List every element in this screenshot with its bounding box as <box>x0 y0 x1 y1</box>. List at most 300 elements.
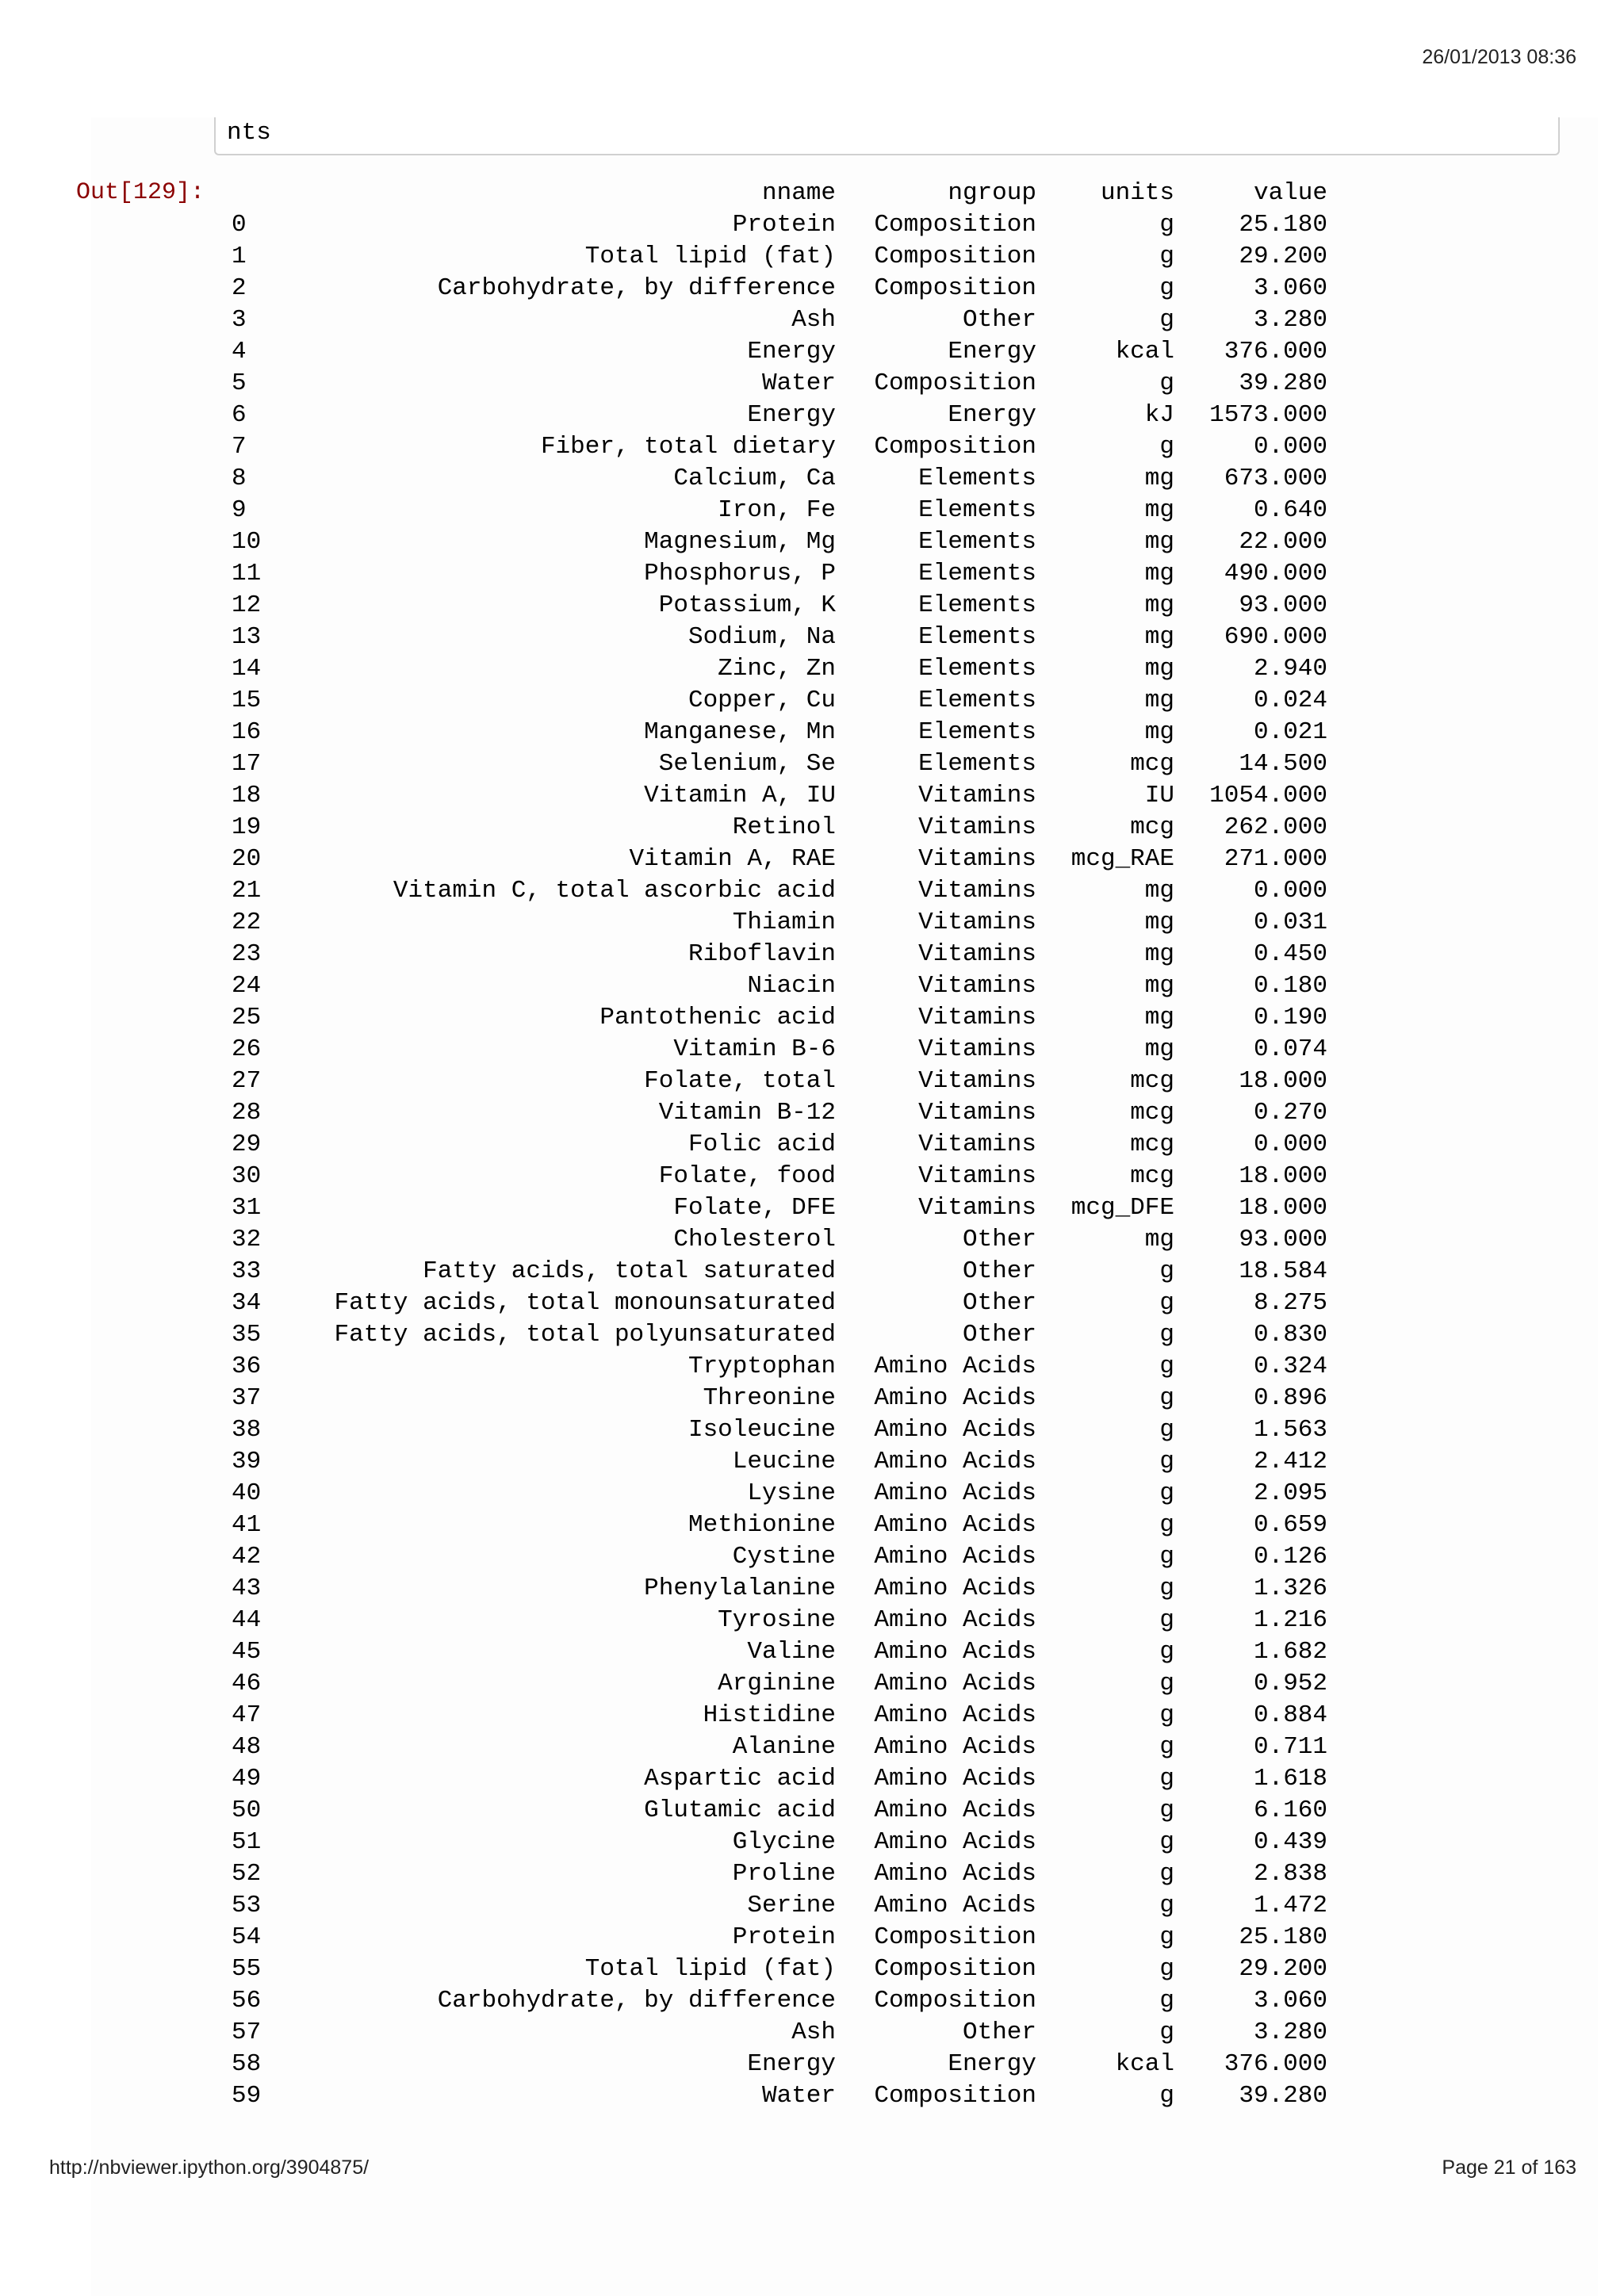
cell-units: mg <box>1144 877 1174 905</box>
cell-ngroup: Amino Acids <box>874 1892 1036 1919</box>
cell-units: g <box>1159 1479 1174 1507</box>
cell-value: 1.216 <box>1253 1606 1327 1634</box>
cell-nname: Iron, Fe <box>718 496 836 524</box>
cell-value: 0.439 <box>1253 1828 1327 1856</box>
cell-ngroup: Amino Acids <box>874 1606 1036 1634</box>
cell-nname: Fiber, total dietary <box>540 433 836 461</box>
table-row <box>214 1288 1340 1319</box>
cell-units: mg <box>1144 972 1174 1000</box>
row-index: 31 <box>232 1194 262 1222</box>
table-row <box>214 653 1340 685</box>
cell-value: 2.095 <box>1253 1479 1327 1507</box>
row-index: 3 <box>232 306 247 334</box>
cell-value: 93.000 <box>1239 1226 1327 1253</box>
cell-nname: Glycine <box>732 1828 836 1856</box>
cell-units: mcg <box>1130 1099 1174 1127</box>
cell-value: 0.031 <box>1253 909 1327 936</box>
table-row <box>214 812 1340 844</box>
cell-value: 690.000 <box>1224 623 1327 651</box>
cell-units: kcal <box>1115 2050 1174 2078</box>
cell-ngroup: Vitamins <box>918 1099 1036 1127</box>
cell-nname: Energy <box>747 2050 836 2078</box>
cell-units: mcg <box>1130 1131 1174 1158</box>
row-index: 4 <box>232 338 247 365</box>
table-row <box>214 748 1340 780</box>
cell-value: 18.000 <box>1239 1162 1327 1190</box>
row-index: 27 <box>232 1067 262 1095</box>
table-row <box>214 1002 1340 1034</box>
cell-units: IU <box>1144 782 1174 809</box>
row-index: 21 <box>232 877 262 905</box>
row-index: 1 <box>232 243 247 270</box>
row-index: 50 <box>232 1797 262 1824</box>
cell-units: mg <box>1144 687 1174 714</box>
cell-value: 3.280 <box>1253 2019 1327 2046</box>
cell-nname: Serine <box>747 1892 836 1919</box>
cell-nname: Retinol <box>732 813 836 841</box>
cell-nname: Histidine <box>703 1701 836 1729</box>
row-index: 47 <box>232 1701 262 1729</box>
table-row <box>214 400 1340 431</box>
table-row <box>214 1097 1340 1129</box>
row-index: 8 <box>232 465 247 492</box>
cell-ngroup: Elements <box>918 687 1036 714</box>
footer-url: http://nbviewer.ipython.org/3904875/ <box>49 2156 370 2179</box>
cell-value: 39.280 <box>1239 2082 1327 2110</box>
cell-nname: Protein <box>732 1923 836 1951</box>
cell-value: 0.180 <box>1253 972 1327 1000</box>
dataframe-output <box>214 178 1340 2112</box>
cell-ngroup: Vitamins <box>918 1194 1036 1222</box>
cell-nname: Pantothenic acid <box>599 1004 836 1031</box>
table-row <box>214 1256 1340 1288</box>
cell-ngroup: Elements <box>918 718 1036 746</box>
cell-value: 29.200 <box>1239 1955 1327 1983</box>
table-row <box>214 304 1340 336</box>
cell-nname: Energy <box>747 338 836 365</box>
cell-nname: Fatty acids, total saturated <box>423 1257 836 1285</box>
table-row <box>214 1668 1340 1700</box>
cell-nname: Vitamin B-6 <box>673 1035 836 1063</box>
cell-value: 1.472 <box>1253 1892 1327 1919</box>
cell-value: 0.021 <box>1253 718 1327 746</box>
cell-value: 262.000 <box>1224 813 1327 841</box>
row-index: 19 <box>232 813 262 841</box>
cell-ngroup: Elements <box>918 655 1036 683</box>
cell-value: 0.830 <box>1253 1321 1327 1349</box>
cell-value: 376.000 <box>1224 338 1327 365</box>
cell-units: g <box>1159 1828 1174 1856</box>
cell-value: 2.838 <box>1253 1860 1327 1888</box>
table-row <box>214 1066 1340 1097</box>
cell-units: kJ <box>1144 401 1174 429</box>
cell-nname: Vitamin A, RAE <box>629 845 836 873</box>
cell-value: 0.126 <box>1253 1543 1327 1571</box>
row-index: 46 <box>232 1670 262 1697</box>
row-index: 22 <box>232 909 262 936</box>
cell-ngroup: Composition <box>874 1923 1036 1951</box>
cell-units: g <box>1159 1797 1174 1824</box>
cell-value: 25.180 <box>1239 211 1327 239</box>
cell-nname: Potassium, K <box>658 591 836 619</box>
cell-units: mcg <box>1130 1162 1174 1190</box>
cell-ngroup: Amino Acids <box>874 1543 1036 1571</box>
cell-units: g <box>1159 243 1174 270</box>
cell-units: kcal <box>1115 338 1174 365</box>
cell-nname: Aspartic acid <box>644 1765 836 1793</box>
cell-value: 0.711 <box>1253 1733 1327 1761</box>
cell-nname: Phenylalanine <box>644 1575 836 1602</box>
cell-ngroup: Other <box>962 1321 1036 1349</box>
cell-nname: Calcium, Ca <box>673 465 836 492</box>
cell-value: 376.000 <box>1224 2050 1327 2078</box>
cell-value: 29.200 <box>1239 243 1327 270</box>
row-index: 33 <box>232 1257 262 1285</box>
table-row <box>214 1034 1340 1066</box>
table-row <box>214 875 1340 907</box>
cell-units: g <box>1159 1765 1174 1793</box>
cell-nname: Vitamin C, total ascorbic acid <box>393 877 836 905</box>
table-row <box>214 209 1340 241</box>
cell-value: 22.000 <box>1239 528 1327 556</box>
cell-value: 0.952 <box>1253 1670 1327 1697</box>
cell-value: 2.412 <box>1253 1448 1327 1475</box>
table-row <box>214 1732 1340 1763</box>
cell-value: 18.584 <box>1239 1257 1327 1285</box>
row-index: 15 <box>232 687 262 714</box>
row-index: 26 <box>232 1035 262 1063</box>
cell-nname: Carbohydrate, by difference <box>437 274 836 302</box>
cell-units: mcg_RAE <box>1071 845 1174 873</box>
cell-units: g <box>1159 1892 1174 1919</box>
cell-value: 25.180 <box>1239 1923 1327 1951</box>
row-index: 38 <box>232 1416 262 1444</box>
cell-ngroup: Composition <box>874 2082 1036 2110</box>
row-index: 48 <box>232 1733 262 1761</box>
row-index: 6 <box>232 401 247 429</box>
table-row <box>214 1858 1340 1890</box>
column-header-ngroup: ngroup <box>948 179 1036 207</box>
row-index: 5 <box>232 369 247 397</box>
cell-value: 1.618 <box>1253 1765 1327 1793</box>
cell-nname: Methionine <box>688 1511 836 1539</box>
cell-value: 0.000 <box>1253 433 1327 461</box>
cell-ngroup: Vitamins <box>918 1162 1036 1190</box>
row-index: 17 <box>232 750 262 778</box>
cell-nname: Cholesterol <box>673 1226 836 1253</box>
cell-nname: Zinc, Zn <box>718 655 836 683</box>
cell-value: 0.640 <box>1253 496 1327 524</box>
cell-nname: Threonine <box>703 1384 836 1412</box>
output-prompt: Out[129]: <box>76 179 205 206</box>
cell-value: 39.280 <box>1239 369 1327 397</box>
cell-units: g <box>1159 1955 1174 1983</box>
cell-value: 0.024 <box>1253 687 1327 714</box>
cell-ngroup: Amino Acids <box>874 1828 1036 1856</box>
cell-ngroup: Elements <box>918 465 1036 492</box>
row-index: 55 <box>232 1955 262 1983</box>
table-row <box>214 336 1340 368</box>
cell-units: mg <box>1144 1226 1174 1253</box>
row-index: 35 <box>232 1321 262 1349</box>
cell-units: g <box>1159 1638 1174 1666</box>
cell-ngroup: Other <box>962 2019 1036 2046</box>
cell-ngroup: Composition <box>874 274 1036 302</box>
cell-units: g <box>1159 1575 1174 1602</box>
cell-nname: Ash <box>791 2019 836 2046</box>
cell-ngroup: Elements <box>918 591 1036 619</box>
table-row <box>214 1636 1340 1668</box>
cell-units: mcg <box>1130 750 1174 778</box>
cell-nname: Folic acid <box>688 1131 836 1158</box>
cell-units: g <box>1159 1543 1174 1571</box>
row-index: 49 <box>232 1765 262 1793</box>
table-row <box>214 1573 1340 1605</box>
cell-value: 3.280 <box>1253 306 1327 334</box>
cell-units: g <box>1159 1448 1174 1475</box>
row-index: 9 <box>232 496 247 524</box>
row-index: 34 <box>232 1289 262 1317</box>
table-row <box>214 1319 1340 1351</box>
cell-ngroup: Vitamins <box>918 1067 1036 1095</box>
cell-nname: Cystine <box>732 1543 836 1571</box>
table-row <box>214 1890 1340 1922</box>
cell-units: g <box>1159 1860 1174 1888</box>
table-row <box>214 526 1340 558</box>
cell-value: 14.500 <box>1239 750 1327 778</box>
code-input-cell[interactable] <box>214 117 1560 155</box>
row-index: 44 <box>232 1606 262 1634</box>
cell-nname: Sodium, Na <box>688 623 836 651</box>
cell-value: 0.450 <box>1253 940 1327 968</box>
page-number: Page 21 of 163 <box>1442 2156 1576 2179</box>
row-index: 30 <box>232 1162 262 1190</box>
table-row <box>214 685 1340 717</box>
cell-units: mg <box>1144 1004 1174 1031</box>
cell-units: mg <box>1144 496 1174 524</box>
cell-nname: Total lipid (fat) <box>584 1955 836 1983</box>
table-row <box>214 1161 1340 1192</box>
cell-nname: Ash <box>791 306 836 334</box>
cell-nname: Carbohydrate, by difference <box>437 1987 836 2015</box>
cell-value: 271.000 <box>1224 845 1327 873</box>
row-index: 45 <box>232 1638 262 1666</box>
table-row <box>214 1510 1340 1541</box>
cell-value: 1.563 <box>1253 1416 1327 1444</box>
cell-ngroup: Amino Acids <box>874 1353 1036 1380</box>
cell-ngroup: Amino Acids <box>874 1638 1036 1666</box>
row-index: 53 <box>232 1892 262 1919</box>
code-text: nts <box>227 119 271 147</box>
table-row <box>214 1446 1340 1478</box>
row-index: 20 <box>232 845 262 873</box>
cell-units: mg <box>1144 940 1174 968</box>
table-row <box>214 590 1340 622</box>
table-row <box>214 1541 1340 1573</box>
cell-nname: Fatty acids, total polyunsaturated <box>334 1321 836 1349</box>
cell-value: 3.060 <box>1253 1987 1327 2015</box>
cell-ngroup: Amino Acids <box>874 1670 1036 1697</box>
cell-value: 0.190 <box>1253 1004 1327 1031</box>
cell-nname: Isoleucine <box>688 1416 836 1444</box>
cell-value: 1.682 <box>1253 1638 1327 1666</box>
cell-ngroup: Composition <box>874 1987 1036 2015</box>
row-index: 10 <box>232 528 262 556</box>
cell-value: 18.000 <box>1239 1194 1327 1222</box>
cell-nname: Folate, DFE <box>673 1194 836 1222</box>
table-row <box>214 1827 1340 1858</box>
cell-ngroup: Vitamins <box>918 1004 1036 1031</box>
cell-ngroup: Energy <box>948 2050 1036 2078</box>
row-index: 7 <box>232 433 247 461</box>
cell-nname: Water <box>761 369 836 397</box>
cell-units: g <box>1159 2082 1174 2110</box>
cell-units: g <box>1159 1289 1174 1317</box>
cell-value: 1054.000 <box>1209 782 1327 809</box>
table-row <box>214 558 1340 590</box>
cell-nname: Folate, total <box>644 1067 836 1095</box>
cell-value: 2.940 <box>1253 655 1327 683</box>
row-index: 29 <box>232 1131 262 1158</box>
cell-nname: Vitamin A, IU <box>644 782 836 809</box>
cell-value: 8.275 <box>1253 1289 1327 1317</box>
row-index: 24 <box>232 972 262 1000</box>
cell-ngroup: Vitamins <box>918 1131 1036 1158</box>
table-row <box>214 2017 1340 2049</box>
cell-nname: Selenium, Se <box>658 750 836 778</box>
cell-nname: Proline <box>732 1860 836 1888</box>
cell-units: mcg <box>1130 1067 1174 1095</box>
cell-nname: Arginine <box>718 1670 836 1697</box>
cell-ngroup: Other <box>962 306 1036 334</box>
table-row <box>214 1383 1340 1414</box>
cell-units: mg <box>1144 655 1174 683</box>
row-index: 42 <box>232 1543 262 1571</box>
table-row <box>214 907 1340 939</box>
cell-units: g <box>1159 211 1174 239</box>
cell-nname: Valine <box>747 1638 836 1666</box>
cell-nname: Thiamin <box>732 909 836 936</box>
cell-value: 0.000 <box>1253 877 1327 905</box>
row-index: 41 <box>232 1511 262 1539</box>
table-row <box>214 368 1340 400</box>
table-row <box>214 1700 1340 1732</box>
row-index: 36 <box>232 1353 262 1380</box>
cell-units: g <box>1159 1416 1174 1444</box>
table-row <box>214 844 1340 875</box>
row-index: 59 <box>232 2082 262 2110</box>
cell-nname: Niacin <box>747 972 836 1000</box>
cell-ngroup: Vitamins <box>918 972 1036 1000</box>
table-row <box>214 273 1340 304</box>
cell-nname: Vitamin B-12 <box>658 1099 836 1127</box>
cell-nname: Folate, food <box>658 1162 836 1190</box>
cell-value: 490.000 <box>1224 560 1327 587</box>
row-index: 18 <box>232 782 262 809</box>
column-header-units: units <box>1100 179 1174 207</box>
table-row <box>214 1414 1340 1446</box>
row-index: 37 <box>232 1384 262 1412</box>
cell-ngroup: Vitamins <box>918 813 1036 841</box>
print-timestamp: 26/01/2013 08:36 <box>1422 46 1576 68</box>
table-row <box>214 2049 1340 2080</box>
table-row <box>214 1351 1340 1383</box>
cell-nname: Copper, Cu <box>688 687 836 714</box>
cell-ngroup: Vitamins <box>918 909 1036 936</box>
row-index: 58 <box>232 2050 262 2078</box>
cell-ngroup: Amino Acids <box>874 1511 1036 1539</box>
cell-value: 18.000 <box>1239 1067 1327 1095</box>
cell-nname: Fatty acids, total monounsaturated <box>334 1289 836 1317</box>
cell-units: g <box>1159 1670 1174 1697</box>
cell-ngroup: Other <box>962 1289 1036 1317</box>
row-index: 52 <box>232 1860 262 1888</box>
row-index: 40 <box>232 1479 262 1507</box>
cell-nname: Total lipid (fat) <box>584 243 836 270</box>
cell-ngroup: Elements <box>918 496 1036 524</box>
cell-value: 1.326 <box>1253 1575 1327 1602</box>
cell-ngroup: Elements <box>918 750 1036 778</box>
cell-value: 0.324 <box>1253 1353 1327 1380</box>
table-row <box>214 1954 1340 1985</box>
cell-nname: Protein <box>732 211 836 239</box>
table-row <box>214 495 1340 526</box>
table-row <box>214 2080 1340 2112</box>
cell-units: g <box>1159 274 1174 302</box>
cell-nname: Glutamic acid <box>644 1797 836 1824</box>
cell-ngroup: Composition <box>874 1955 1036 1983</box>
row-index: 12 <box>232 591 262 619</box>
cell-units: g <box>1159 1606 1174 1634</box>
cell-value: 673.000 <box>1224 465 1327 492</box>
cell-units: mg <box>1144 1035 1174 1063</box>
cell-units: g <box>1159 306 1174 334</box>
cell-units: g <box>1159 1923 1174 1951</box>
row-index: 43 <box>232 1575 262 1602</box>
row-index: 13 <box>232 623 262 651</box>
cell-nname: Riboflavin <box>688 940 836 968</box>
cell-nname: Energy <box>747 401 836 429</box>
row-index: 11 <box>232 560 262 587</box>
table-row <box>214 1795 1340 1827</box>
cell-ngroup: Vitamins <box>918 940 1036 968</box>
cell-ngroup: Amino Acids <box>874 1733 1036 1761</box>
cell-units: g <box>1159 1353 1174 1380</box>
cell-ngroup: Elements <box>918 560 1036 587</box>
table-row <box>214 780 1340 812</box>
row-index: 39 <box>232 1448 262 1475</box>
cell-value: 0.270 <box>1253 1099 1327 1127</box>
cell-units: g <box>1159 2019 1174 2046</box>
cell-value: 6.160 <box>1253 1797 1327 1824</box>
column-header-value: value <box>1253 179 1327 207</box>
cell-nname: Lysine <box>747 1479 836 1507</box>
cell-units: mg <box>1144 623 1174 651</box>
cell-ngroup: Energy <box>948 338 1036 365</box>
cell-units: g <box>1159 433 1174 461</box>
table-row <box>214 970 1340 1002</box>
table-row <box>214 241 1340 273</box>
cell-value: 1573.000 <box>1209 401 1327 429</box>
row-index: 57 <box>232 2019 262 2046</box>
cell-nname: Water <box>761 2082 836 2110</box>
row-index: 56 <box>232 1987 262 2015</box>
table-row <box>214 1985 1340 2017</box>
cell-nname: Tyrosine <box>718 1606 836 1634</box>
cell-ngroup: Amino Acids <box>874 1448 1036 1475</box>
cell-ngroup: Vitamins <box>918 1035 1036 1063</box>
table-row <box>214 1192 1340 1224</box>
